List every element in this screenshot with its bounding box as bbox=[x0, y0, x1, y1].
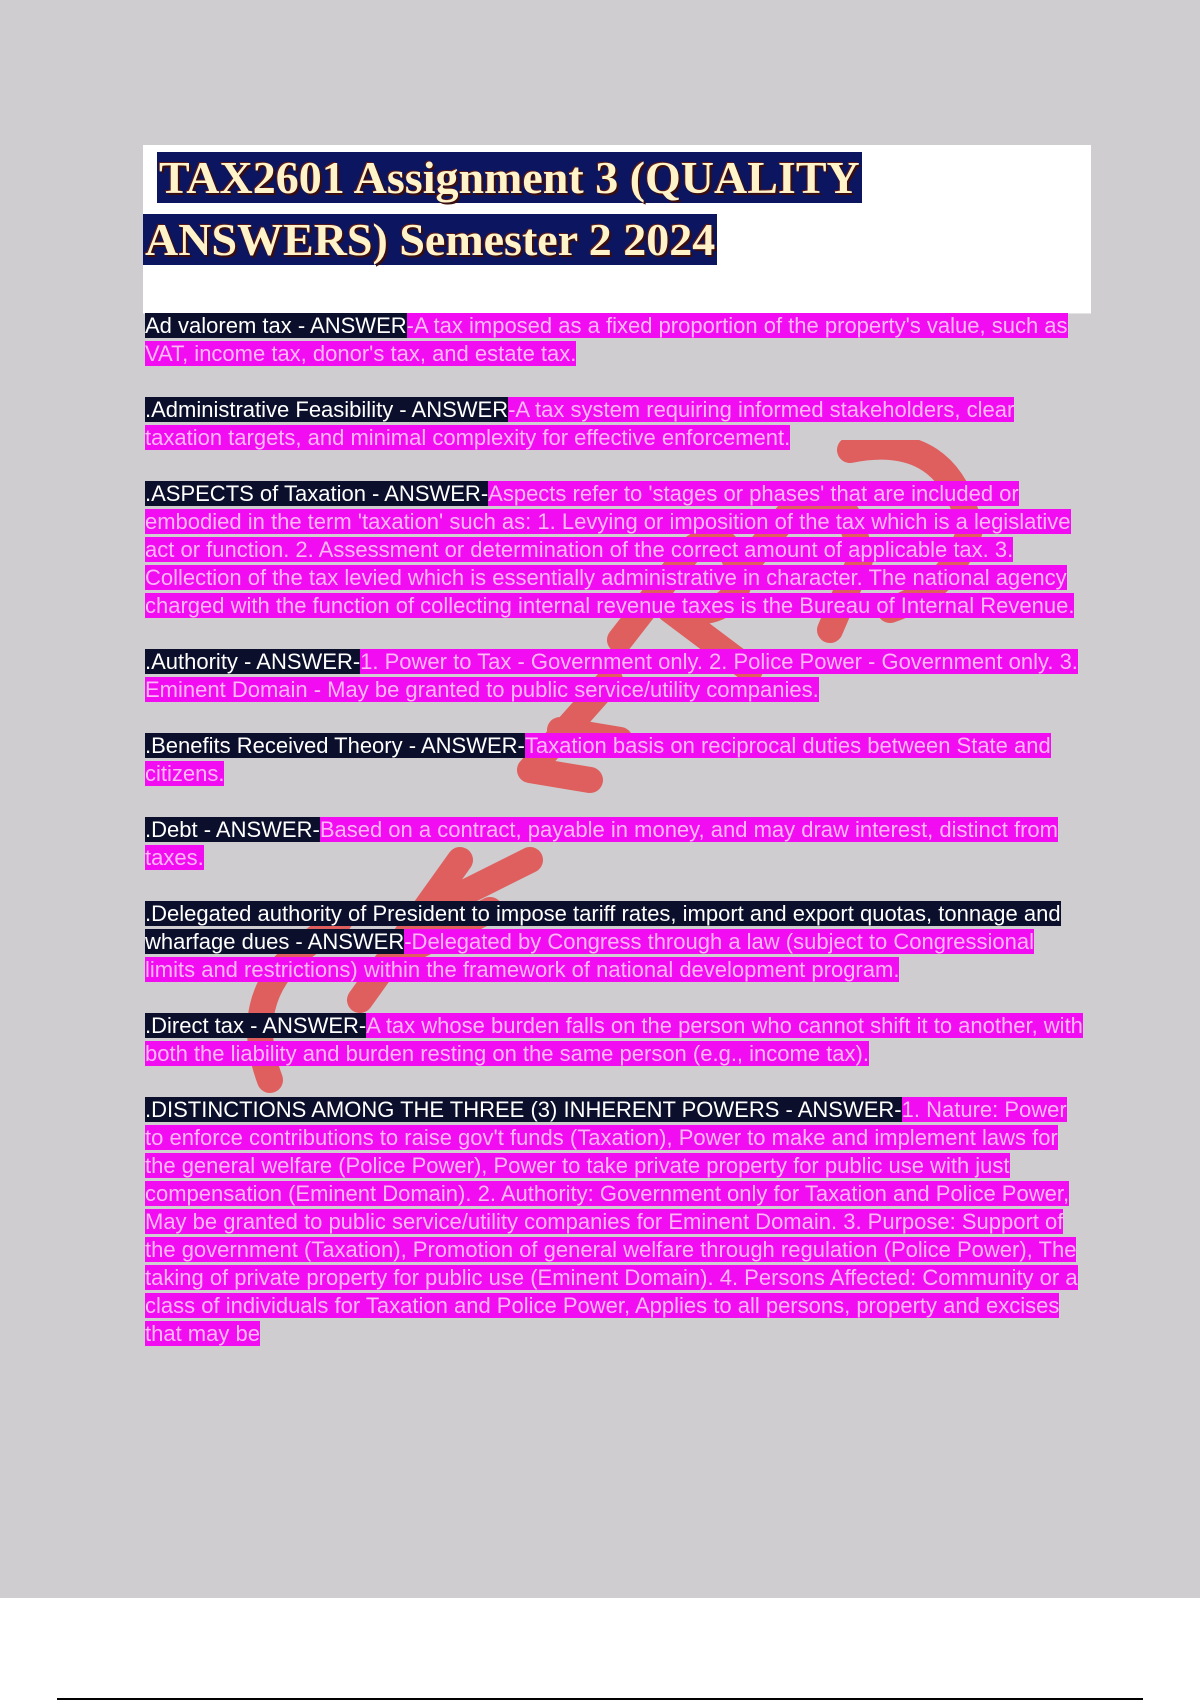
entry-answer: -Delegated by Congress through a law (subject to Congressional limits and restrictions) within the framework of national development program. bbox=[145, 929, 1035, 982]
qa-entry bbox=[145, 648, 1090, 704]
qa-entry bbox=[145, 816, 1090, 872]
entry-answer: 1. Nature: Power to enforce contributions to raise gov't funds (Taxation), Power to make and implement laws for the general welfare (Police Power), Power to take private property for public use with just compensation (Eminent Domain). 2. Authority: Government only for Taxation and Police Power, May be granted to public service/utility companies for Eminent Domain. 3. Purpose: Support of the government (Taxation), Promotion of general welfare through regulation (Police Power), The taking of private property for public use (Eminent Domain). 4. Persons Affected: Community or a class of individuals for Taxation and Police Power, Applies to all persons, property and excises that may be bbox=[145, 1097, 1078, 1346]
entry-answer: 1. Power to Tax - Government only. 2. Police Power - Government only. 3. Eminent Domain - May be granted to public service/utility companies. bbox=[145, 649, 1078, 702]
qa-entry bbox=[145, 312, 1090, 368]
document-title-line-2: ANSWERS) Semester 2 2024 bbox=[145, 214, 716, 265]
qa-entry bbox=[145, 480, 1090, 620]
entry-term: Ad valorem tax - ANSWER bbox=[145, 313, 407, 338]
entry-answer: A tax whose burden falls on the person who cannot shift it to another, with both the liability and burden resting on the same person (e.g., income tax). bbox=[145, 1013, 1083, 1066]
qa-list bbox=[145, 312, 1090, 1376]
entry-answer: -A tax system requiring informed stakeholders, clear taxation targets, and minimal complexity for effective enforcement. bbox=[145, 397, 1015, 450]
qa-entry bbox=[145, 732, 1090, 788]
entry-term: .Administrative Feasibility - ANSWER bbox=[145, 397, 509, 422]
entry-answer: -A tax imposed as a fixed proportion of the property's value, such as VAT, income tax, donor's tax, and estate tax. bbox=[145, 313, 1068, 366]
qa-entry bbox=[145, 900, 1090, 984]
entry-answer: Aspects refer to 'stages or phases' that are included or embodied in the term 'taxation' such as: 1. Levying or imposition of the tax which is a legislative act or function. 2. Assessment or determination of the correct amount of applicable tax. 3. Collection of the tax levied which is essentially administrative in character. The national agency charged with the function of collecting internal revenue taxes is the Bureau of Internal Revenue. bbox=[145, 481, 1075, 618]
entry-term: .DISTINCTIONS AMONG THE THREE (3) INHERENT POWERS - ANSWER- bbox=[145, 1097, 902, 1122]
document-title bbox=[143, 147, 903, 271]
entry-term: .Benefits Received Theory - ANSWER- bbox=[145, 733, 525, 758]
entry-answer: Based on a contract, payable in money, and may draw interest, distinct from taxes. bbox=[145, 817, 1058, 870]
entry-term: .Direct tax - ANSWER- bbox=[145, 1013, 367, 1038]
entry-term: .Authority - ANSWER- bbox=[145, 649, 361, 674]
qa-entry bbox=[145, 396, 1090, 452]
entry-term: .Debt - ANSWER- bbox=[145, 817, 320, 842]
document-title-line-1: TAX2601 Assignment 3 (QUALITY bbox=[159, 152, 860, 203]
entry-answer: Taxation basis on reciprocal duties between State and citizens. bbox=[145, 733, 1051, 786]
qa-entry bbox=[145, 1012, 1090, 1068]
qa-entry bbox=[145, 1096, 1090, 1348]
entry-term: .ASPECTS of Taxation - ANSWER- bbox=[145, 481, 489, 506]
title-box bbox=[143, 145, 1091, 314]
entry-term: .Delegated authority of President to impose tariff rates, import and export quotas, tonnage and wharfage dues - ANSWER bbox=[145, 901, 1061, 954]
